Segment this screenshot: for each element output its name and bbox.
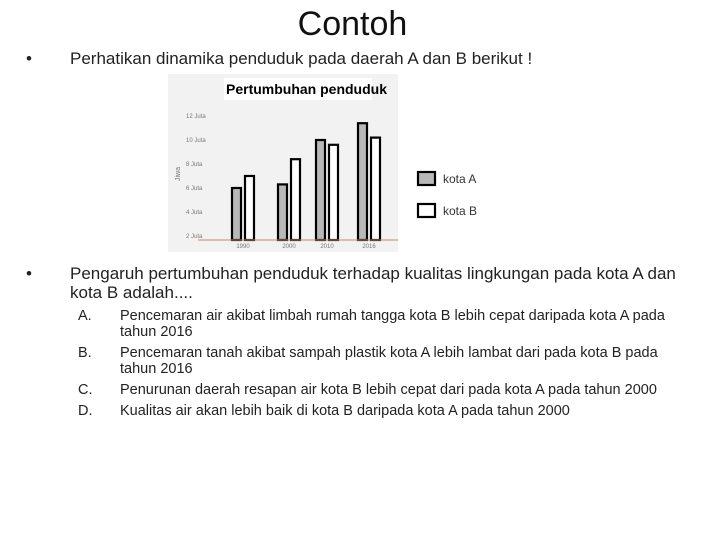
option-letter: B. — [78, 345, 92, 361]
x-tick-label: 2016 — [362, 244, 376, 250]
option-b[interactable] — [70, 345, 690, 377]
legend-swatch-kota-b — [418, 204, 435, 217]
option-a[interactable] — [70, 308, 690, 340]
question-bullet — [26, 264, 706, 302]
legend-label-kota-a: kota A — [443, 172, 477, 186]
bar-kota-b-2016 — [371, 138, 380, 240]
question-text: Pengaruh pertumbuhan penduduk terhadap kualitas lingkungan pada kota A dan kota B adalah.... — [70, 264, 676, 302]
option-c[interactable] — [70, 382, 690, 398]
answer-options — [70, 308, 690, 424]
bullet-dot: • — [26, 49, 32, 68]
slide-title: Contoh — [297, 5, 408, 43]
bar-kota-a-2010 — [316, 140, 325, 240]
y-tick-label: 10 Juta — [186, 138, 206, 144]
bullet-dot: • — [26, 264, 32, 283]
x-tick-label: 2000 — [282, 244, 296, 250]
legend-label-kota-b: kota B — [443, 204, 478, 218]
x-tick-label: 1990 — [236, 244, 250, 250]
bar-kota-a-2000 — [278, 184, 287, 240]
legend-swatch-kota-a — [418, 172, 435, 185]
option-letter: A. — [78, 308, 92, 324]
y-axis-label: Jiwa — [175, 166, 182, 182]
y-tick-label: 4 Juta — [186, 210, 203, 216]
y-tick-label: 2 Juta — [186, 234, 203, 240]
option-text: Pencemaran air akibat limbah rumah tangga kota B lebih cepat daripada kota A pada tahun 2016 — [120, 308, 665, 340]
population-chart — [168, 74, 490, 252]
chart-title: Pertumbuhan penduduk — [226, 81, 387, 97]
chart-svg — [168, 74, 490, 252]
bar-kota-b-2000 — [291, 159, 300, 240]
intro-text: Perhatikan dinamika penduduk pada daerah A dan B berikut ! — [70, 49, 533, 68]
option-text: Pencemaran tanah akibat sampah plastik kota A lebih lambat dari pada kota B pada tahun 2016 — [120, 345, 658, 377]
y-tick-label: 12 Juta — [186, 114, 206, 120]
option-text: Kualitas air akan lebih baik di kota B daripada kota A pada tahun 2000 — [120, 403, 570, 419]
bar-kota-b-1990 — [245, 176, 254, 240]
bar-kota-a-2016 — [358, 123, 367, 240]
bar-kota-b-2010 — [329, 145, 338, 240]
option-d[interactable] — [70, 403, 690, 419]
option-text: Penurunan daerah resapan air kota B lebih cepat dari pada kota A pada tahun 2000 — [120, 382, 657, 398]
y-tick-label: 6 Juta — [186, 186, 203, 192]
intro-bullet — [26, 48, 706, 70]
x-tick-label: 2010 — [320, 244, 334, 250]
option-letter: C. — [78, 382, 93, 398]
bar-kota-a-1990 — [232, 188, 241, 240]
option-letter: D. — [78, 403, 93, 419]
y-tick-label: 8 Juta — [186, 162, 203, 168]
